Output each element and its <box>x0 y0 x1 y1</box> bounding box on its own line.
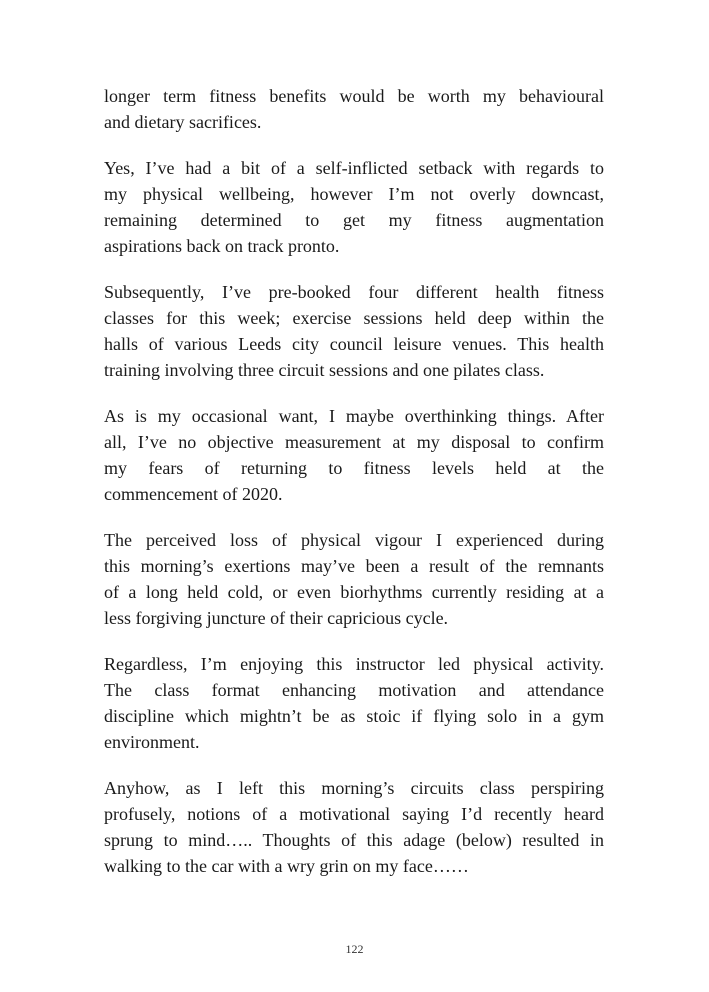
paragraph <box>104 155 604 259</box>
text-line: Subsequently, I’ve pre-booked four different health fitness <box>104 282 604 302</box>
text-line: all, I’ve no objective measurement at my disposal to confirm <box>104 432 604 452</box>
text-line: my physical wellbeing, however I’m not overly downcast, <box>104 184 604 204</box>
paragraph <box>104 527 604 631</box>
text-line: walking to the car with a wry grin on my face…… <box>104 856 469 876</box>
paragraph <box>104 83 604 135</box>
text-line: Yes, I’ve had a bit of a self-inflicted setback with regards to <box>104 158 604 178</box>
text-line: commencement of 2020. <box>104 484 283 504</box>
text-line: The perceived loss of physical vigour I experienced during <box>104 530 604 550</box>
text-line: Anyhow, as I left this morning’s circuits class perspiring <box>104 778 604 798</box>
text-line: classes for this week; exercise sessions held deep within the <box>104 308 604 328</box>
text-line: discipline which mightn’t be as stoic if flying solo in a gym <box>104 706 604 726</box>
text-line: remaining determined to get my fitness augmentation <box>104 210 604 230</box>
text-line: longer term fitness benefits would be worth my behavioural <box>104 86 604 106</box>
text-line: halls of various Leeds city council leisure venues. This health <box>104 334 604 354</box>
text-line: Regardless, I’m enjoying this instructor led physical activity. <box>104 654 604 674</box>
page-number: 122 <box>345 942 364 956</box>
text-line: training involving three circuit sessions and one pilates class. <box>104 360 545 380</box>
paragraph <box>104 651 604 755</box>
text-line: this morning’s exertions may’ve been a result of the remnants <box>104 556 604 576</box>
text-line: The class format enhancing motivation and attendance <box>104 680 604 700</box>
text-line: sprung to mind….. Thoughts of this adage (below) resulted in <box>104 830 604 850</box>
text-line: less forgiving juncture of their capricious cycle. <box>104 608 449 628</box>
paragraph <box>104 403 604 507</box>
text-line: As is my occasional want, I maybe overthinking things. After <box>104 406 604 426</box>
text-line: aspirations back on track pronto. <box>104 236 340 256</box>
text-line: and dietary sacrifices. <box>104 112 262 132</box>
text-line: my fears of returning to fitness levels held at the <box>104 458 604 478</box>
paragraph <box>104 279 604 383</box>
text-line: profusely, notions of a motivational saying I’d recently heard <box>104 804 604 824</box>
paragraph <box>104 775 604 879</box>
text-line: environment. <box>104 732 200 752</box>
page-body-text <box>104 83 604 899</box>
text-line: of a long held cold, or even biorhythms currently residing at a <box>104 582 604 602</box>
